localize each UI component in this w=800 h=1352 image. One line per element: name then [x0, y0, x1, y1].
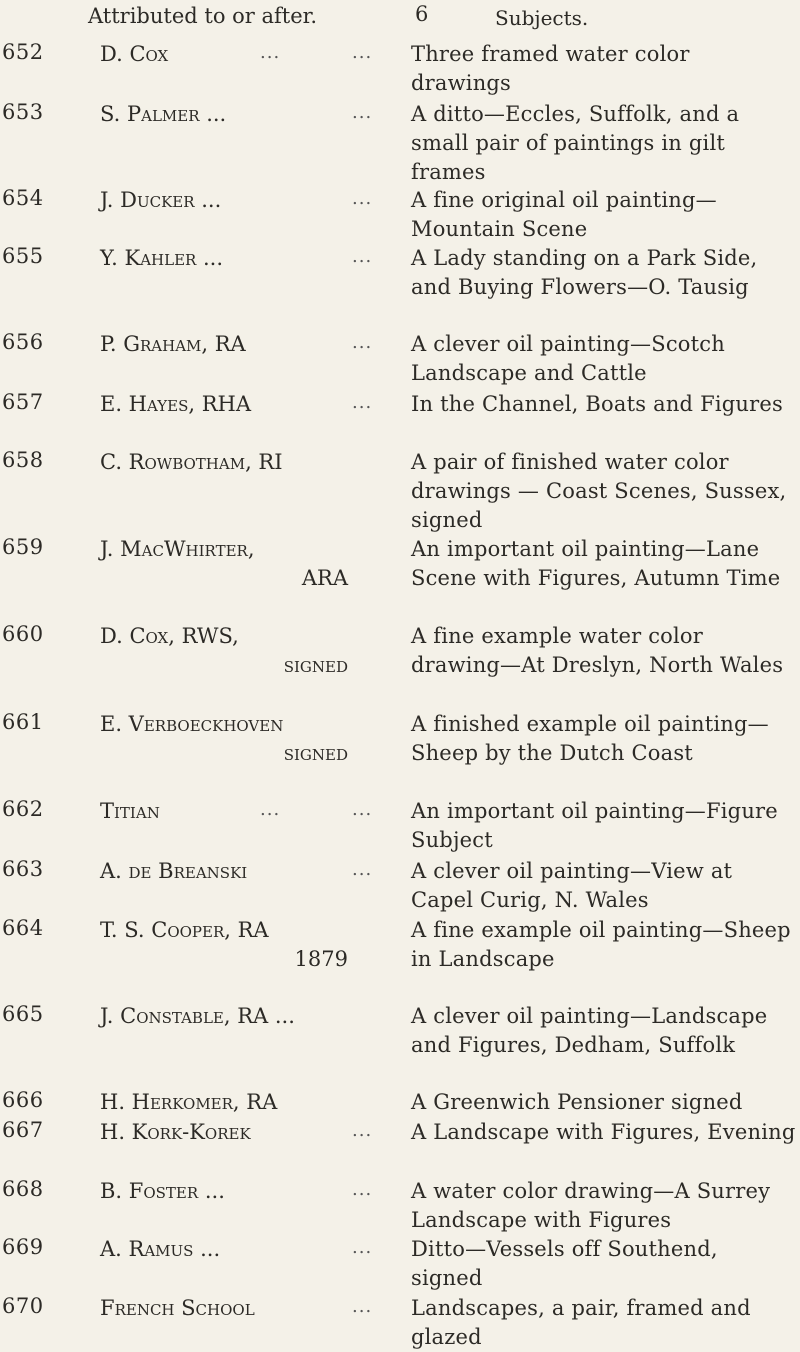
subject-description: Three framed water color drawings [411, 42, 690, 95]
artist-name-text: J. MacWhirter, [100, 537, 255, 561]
leader-dots: ... [352, 42, 373, 63]
leader-dots: ... [352, 188, 373, 209]
artist-name [100, 186, 350, 215]
subject-description: A fine example water color drawing—At Dreslyn, North Wales [411, 624, 784, 677]
artist-name-text: J. Ducker ... [100, 188, 222, 212]
artist-name [100, 535, 350, 593]
artist-name-text: J. Constable, RA ... [100, 1004, 295, 1028]
subject-description: A clever oil painting—Scotch Landscape and Cattle [411, 332, 725, 385]
subject-description: A fine example oil painting—Sheep in Landscape [411, 918, 791, 971]
subject-description: A fine original oil painting—Mountain Scene [411, 188, 717, 241]
artist-name [100, 710, 350, 768]
subject-description: A Greenwich Pensioner signed [411, 1090, 743, 1114]
artist-name-text: B. Foster ... [100, 1179, 225, 1203]
leader-dots: ... [260, 799, 281, 820]
artist-name-text: French School [100, 1296, 255, 1320]
leader-dots: ... [352, 392, 373, 413]
artist-note: signed [283, 653, 348, 677]
artist-name-text: E. Verboeckhoven [100, 712, 284, 736]
artist-name-text: Y. Kahler ... [100, 246, 224, 270]
subject-description: A Landscape with Figures, Evening [411, 1120, 796, 1144]
leader-dots: ... [352, 1120, 373, 1141]
page-header [0, 0, 800, 40]
subject-description: A clever oil painting—View at Capel Curig, N. Wales [411, 859, 733, 912]
artist-name [100, 857, 350, 886]
artist-name [100, 390, 350, 419]
leader-dots: ... [352, 859, 373, 880]
artist-name-text: T. S. Cooper, RA [100, 918, 269, 942]
artist-column-heading: Attributed to or after. [88, 4, 318, 28]
artist-name-text: D. Cox, RWS, [100, 624, 239, 648]
lot-number: 655 [2, 244, 44, 268]
lot-number: 659 [2, 535, 44, 559]
subject-description: Ditto—Vessels off Southend, signed [411, 1237, 718, 1290]
page-number: 6 [415, 2, 429, 26]
artist-name-text: S. Palmer ... [100, 102, 227, 126]
lot-number: 667 [2, 1118, 44, 1142]
artist-name [100, 916, 350, 974]
subject-description: Landscapes, a pair, framed and glazed [411, 1296, 751, 1349]
lot-number: 664 [2, 916, 44, 940]
subject-description: A water color drawing—A Surrey Landscape with Figures [411, 1179, 771, 1232]
artist-name-text: C. Rowbotham, RI [100, 450, 283, 474]
lot-number: 666 [2, 1088, 44, 1112]
subject-column-heading: Subjects. [495, 6, 589, 30]
leader-dots: ... [352, 1296, 373, 1317]
artist-name [100, 40, 350, 69]
lot-number: 668 [2, 1177, 44, 1201]
leader-dots: ... [352, 799, 373, 820]
artist-name [100, 100, 350, 129]
subject-description: An important oil painting—Figure Subject [411, 799, 778, 852]
lot-number: 663 [2, 857, 44, 881]
lot-number: 669 [2, 1235, 44, 1259]
subject-description: In the Channel, Boats and Figures [411, 392, 783, 416]
subject-description: A finished example oil painting—Sheep by the Dutch Coast [411, 712, 769, 765]
subject-description: An important oil painting—Lane Scene with Figures, Autumn Time [411, 537, 781, 590]
lot-number: 670 [2, 1294, 44, 1318]
artist-name [100, 1294, 350, 1323]
artist-note: signed [283, 741, 348, 765]
artist-name-text: E. Hayes, RHA [100, 392, 251, 416]
leader-dots: ... [352, 1237, 373, 1258]
subject-description: A clever oil painting—Landscape and Figures, Dedham, Suffolk [411, 1004, 768, 1057]
artist-name [100, 1235, 350, 1264]
artist-name [100, 797, 350, 826]
artist-name [100, 622, 350, 680]
lot-number: 657 [2, 390, 44, 414]
artist-note: 1879 [294, 947, 348, 971]
artist-name-text: P. Graham, RA [100, 332, 246, 356]
leader-dots: ... [352, 246, 373, 267]
artist-name [100, 448, 350, 477]
lot-number: 653 [2, 100, 44, 124]
leader-dots: ... [260, 42, 281, 63]
artist-name [100, 244, 350, 273]
lot-number: 656 [2, 330, 44, 354]
lot-number: 652 [2, 40, 44, 64]
lot-number: 658 [2, 448, 44, 472]
artist-name-text: H. Herkomer, RA [100, 1090, 278, 1114]
artist-name [100, 1177, 350, 1206]
artist-name [100, 1088, 350, 1117]
subject-description: A Lady standing on a Park Side, and Buying Flowers—O. Tausig [411, 246, 758, 299]
leader-dots: ... [352, 1179, 373, 1200]
subject-description: A pair of finished water color drawings — Coast Scenes, Sussex, signed [411, 450, 787, 532]
lot-number: 654 [2, 186, 44, 210]
lot-number: 660 [2, 622, 44, 646]
artist-name-text: H. Kork-Korek [100, 1120, 251, 1144]
lot-number: 662 [2, 797, 44, 821]
subject-description: A ditto—Eccles, Suffolk, and a small pair of paintings in gilt frames [411, 102, 740, 184]
artist-name [100, 330, 350, 359]
artist-name [100, 1118, 350, 1147]
artist-name-text: A. Ramus ... [100, 1237, 221, 1261]
leader-dots: ... [352, 102, 373, 123]
artist-name-text: A. de Breanski [100, 859, 248, 883]
artist-name [100, 1002, 350, 1031]
artist-name-text: D. Cox [100, 42, 169, 66]
lot-number: 665 [2, 1002, 44, 1026]
lot-number: 661 [2, 710, 44, 734]
artist-name-text: Titian [100, 799, 160, 823]
leader-dots: ... [352, 332, 373, 353]
artist-note: ARA [301, 566, 348, 590]
